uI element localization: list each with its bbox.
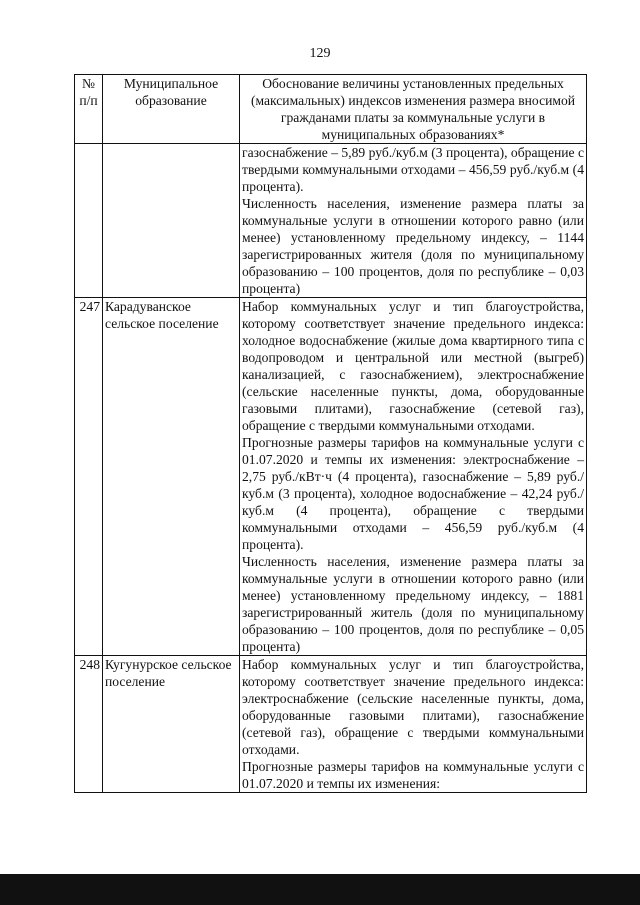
row-text-cell (240, 298, 587, 656)
paragraph: Прогнозные размеры тарифов на коммунальные услуги с 01.07.2020 и темпы их изменения: (242, 759, 584, 791)
table-row-continuation (75, 144, 587, 298)
row-number: 248 (75, 656, 103, 793)
row-municipality: Кугунурское сельское поселение (103, 656, 240, 793)
table-row (75, 298, 587, 656)
paragraph: Численность населения, изменение размера платы за коммунальные услуги в отношении которого равно (или менее) установленному предельному индексу, – 1144 зарегистрированных жителя (доля по муниципальному образованию – 100 процентов, доля по республике – 0,03 процента) (242, 196, 584, 296)
paragraph: Набор коммунальных услуг и тип благоустройства, которому соответствует значение предельного индекса: холодное водоснабжение (жилые дома квартирного типа с водопроводом и центральной или местной (выгреб) канализацией, с газоснабжением), электроснабжение (сельские населенные пункты, дома, оборудованные газовыми плитами), газоснабжение (сетевой газ), обращение с твердыми коммунальными отходами. (242, 299, 584, 433)
paragraph: Набор коммунальных услуг и тип благоустройства, которому соответствует значение предельного индекса: электроснабжение (сельские населенные пункты, дома, оборудованные газовыми плитами), газоснабжение (сетевой газ), обращение с твердыми коммунальными отходами. (242, 657, 584, 757)
row-municipality: Карадуванское сельское поселение (103, 298, 240, 656)
paragraph: Прогнозные размеры тарифов на коммунальные услуги с 01.07.2020 и темпы их изменения: электроснабжение – 2,75 руб./кВт·ч (4 процента), газоснабжение – 5,89 руб./куб.м (3 процента), холодное водоснабжение – 42,24 руб./куб.м (4 процента), обращение с твердыми коммунальными отходами – 456,59 руб./куб.м (4 процента). (242, 435, 584, 552)
header-number: № п/п (75, 75, 103, 144)
row-number: 247 (75, 298, 103, 656)
page-number: 129 (309, 46, 331, 61)
tariff-table (74, 74, 587, 793)
paragraph: Численность населения, изменение размера платы за коммунальные услуги в отношении которого равно (или менее) установленному предельному индексу, – 1881 зарегистрированный житель (доля по муниципальному образованию – 100 процентов, доля по республике – 0,05 процента) (242, 554, 584, 654)
table-row (75, 656, 587, 793)
paragraph: газоснабжение – 5,89 руб./куб.м (3 процента), обращение с твердыми коммунальными отходами – 456,59 руб./куб.м (4 процента). (242, 145, 584, 194)
continuation-number-cell (75, 144, 103, 298)
table-header-row (75, 75, 587, 144)
header-municipality: Муниципальное образование (103, 75, 240, 144)
row-text-cell (240, 656, 587, 793)
continuation-text-cell (240, 144, 587, 298)
continuation-municipality-cell (103, 144, 240, 298)
scan-border (0, 874, 640, 905)
header-justification: Обоснование величины установленных предельных (максимальных) индексов изменения размера вносимой гражданами платы за коммунальные услуги в муниципальных образованиях* (240, 75, 587, 144)
